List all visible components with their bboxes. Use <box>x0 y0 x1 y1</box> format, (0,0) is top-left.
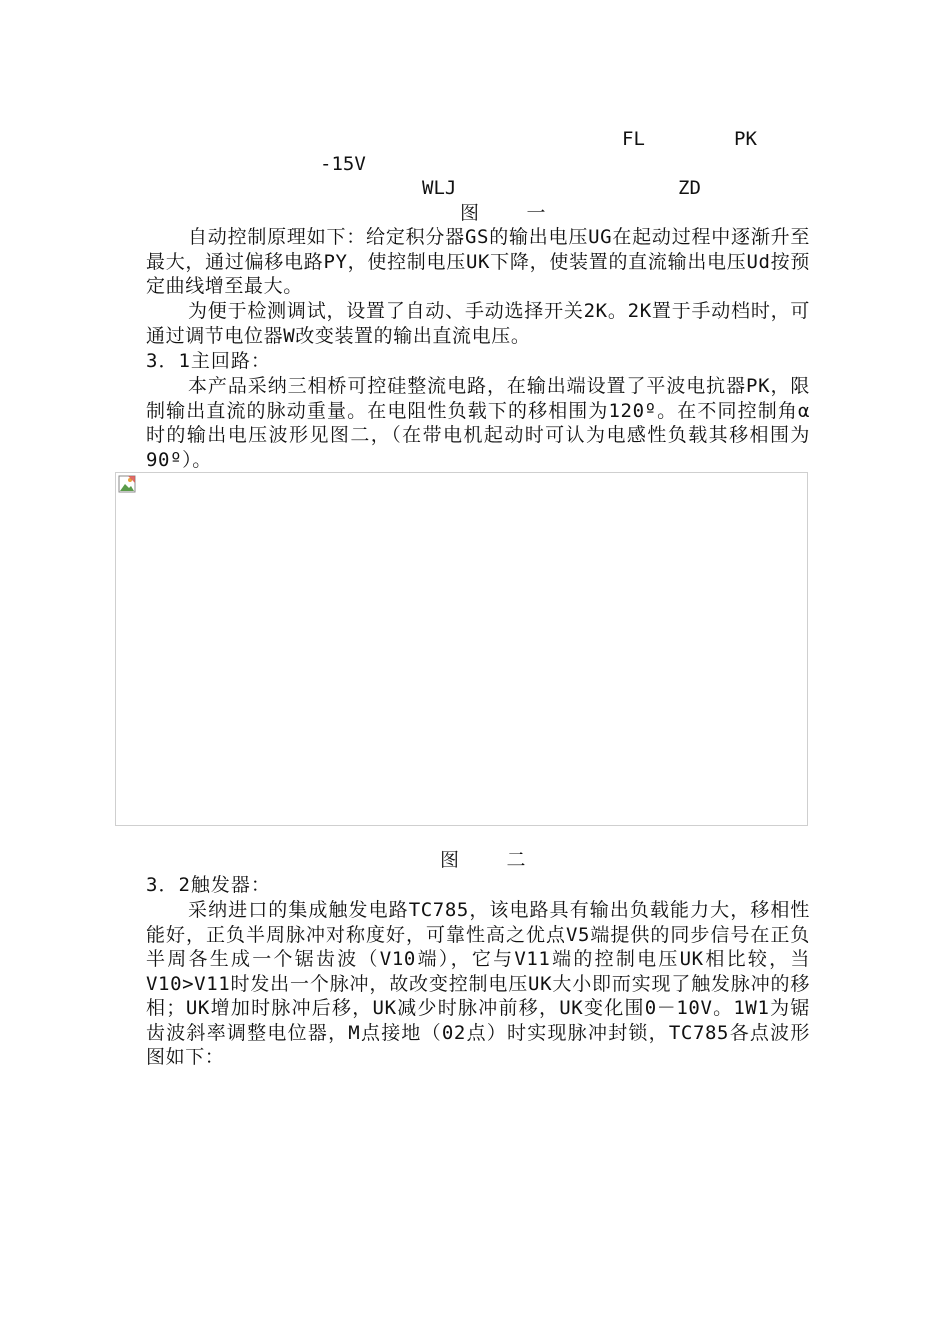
figure1-label-wlj: WLJ <box>422 177 457 199</box>
paragraph-control-principle: 自动控制原理如下：给定积分器GS的输出电压UG在起动过程中逐渐升至最大，通过偏移电路PY，使控制电压UK下降，使装置的直流输出电压Ud按预定曲线增至最大。 <box>146 226 810 297</box>
section-heading-trigger: 3．2触发器： <box>146 874 271 896</box>
figure1-caption: 图 一 <box>460 202 564 224</box>
figure1-label-minus15v: -15V <box>320 153 366 175</box>
section-heading-main-circuit: 3．1主回路： <box>146 350 271 372</box>
figure1-label-zd: ZD <box>678 177 701 199</box>
figure2-caption: 图 二 <box>440 849 544 871</box>
paragraph-detection-debug: 为便于检测调试，设置了自动、手动选择开关2K。2K置于手动档时，可通过调节电位器W改变装置的输出直流电压。 <box>146 300 810 347</box>
figure2-image <box>115 472 808 826</box>
figure1-label-pk: PK <box>734 128 757 150</box>
broken-image-icon <box>118 475 136 493</box>
paragraph-main-circuit: 本产品采纳三相桥可控硅整流电路，在输出端设置了平波电抗器PK，限制输出直流的脉动重量。在电阻性负载下的移相围为120º。在不同控制角α时的输出电压波形见图二，（在带电机起动时可认为电感性负载其移相围为90º）。 <box>146 375 810 471</box>
figure1-label-fl: FL <box>622 128 645 150</box>
paragraph-trigger: 采纳进口的集成触发电路TC785，该电路具有输出负载能力大，移相性能好，正负半周脉冲对称度好，可靠性高之优点V5端提供的同步信号在正负半周各生成一个锯齿波（V10端），它与V11端的控制电压UK相比较，当V10>V11时发出一个脉冲，故改变控制电压UK大小即而实现了触发脉冲的移相；UK增加时脉冲后移，UK减少时脉冲前移，UK变化围0－10V。1W1为锯齿波斜率调整电位器，M点接地（02点）时实现脉冲封锁，TC785各点波形图如下： <box>146 899 810 1068</box>
